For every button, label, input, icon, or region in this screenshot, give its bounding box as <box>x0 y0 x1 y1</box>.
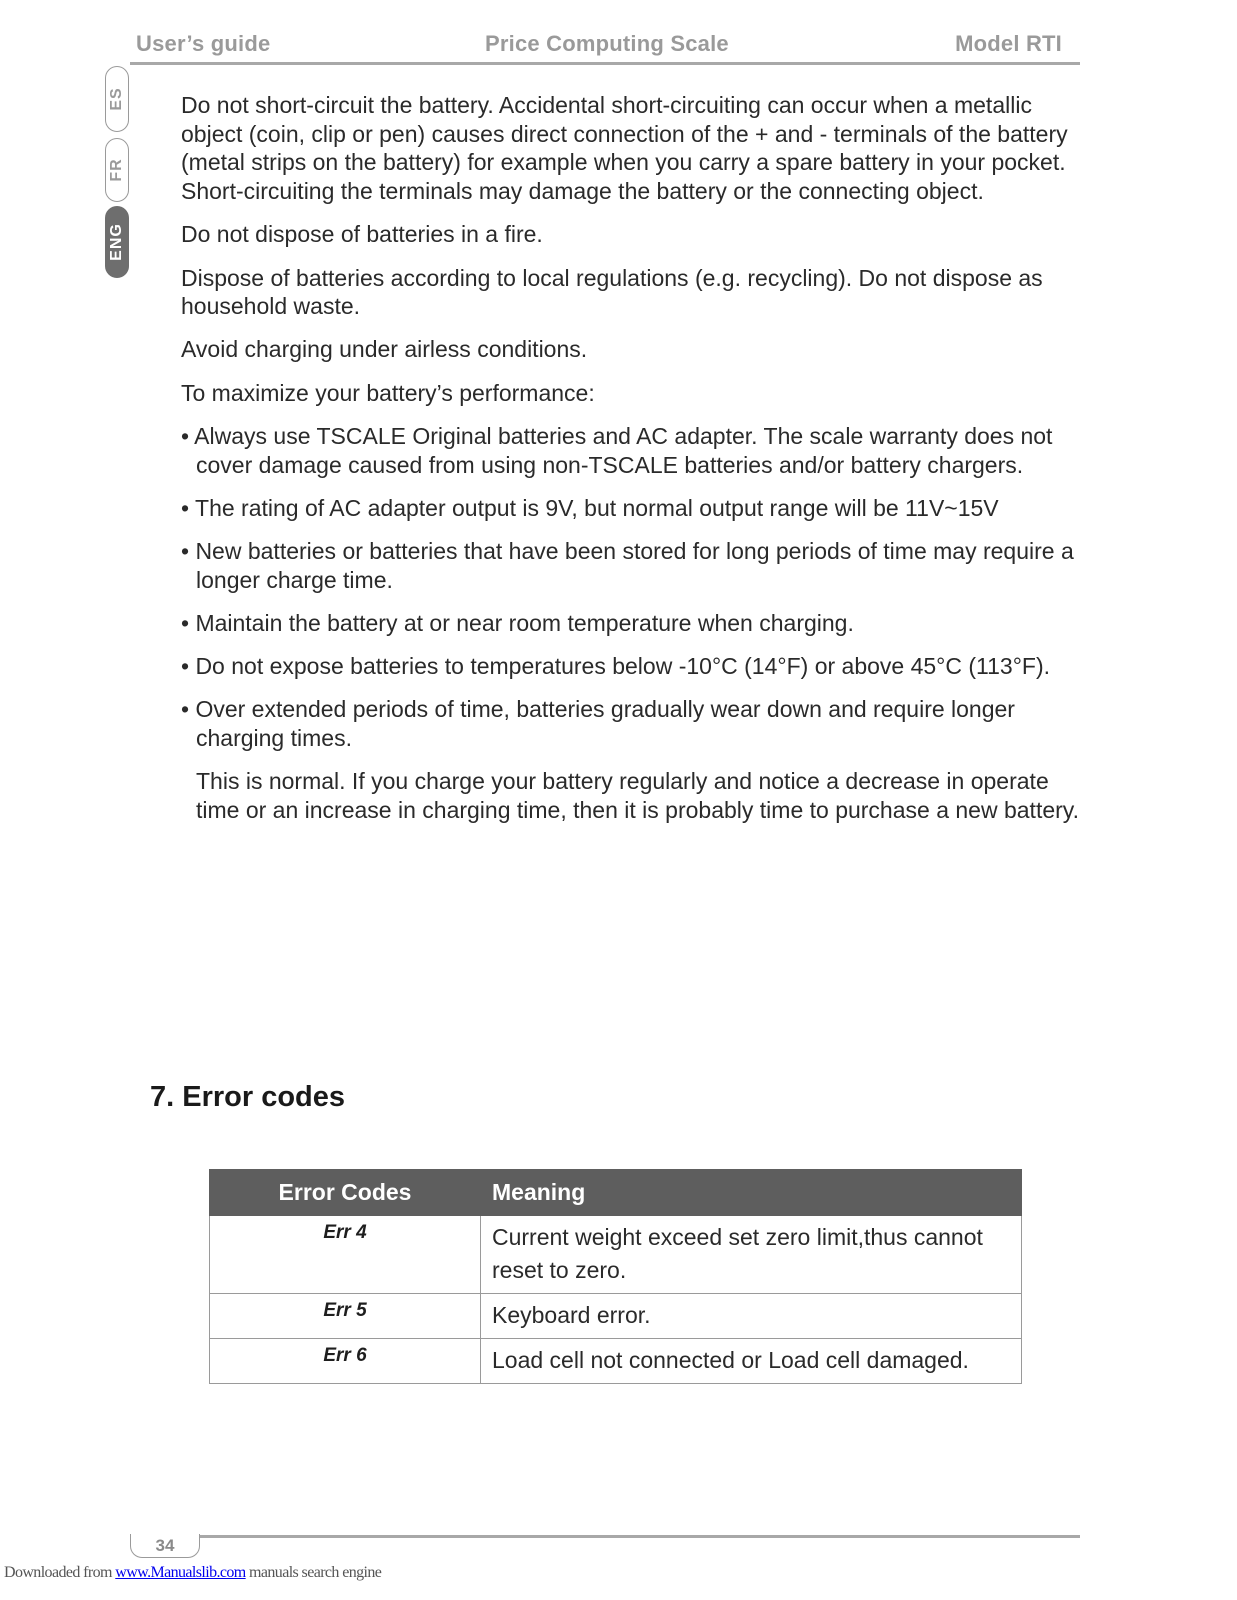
error-code-cell: Err 5 <box>210 1294 481 1339</box>
page-header <box>130 28 1080 65</box>
bullet-room-temperature: • Maintain the battery at or near room temperature when charging. <box>181 609 854 636</box>
error-code-cell: Err 6 <box>210 1339 481 1384</box>
table-header-row <box>210 1170 1022 1216</box>
battery-safety-content <box>181 91 1081 839</box>
download-suffix: manuals search engine <box>245 1564 382 1581</box>
column-header-code: Error Codes <box>210 1170 481 1216</box>
language-tab-fr-label: FR <box>108 158 125 182</box>
footer-divider <box>200 1535 1080 1538</box>
column-header-meaning: Meaning <box>481 1170 1022 1216</box>
bullet-adapter-rating: • The rating of AC adapter output is 9V, but normal output range will be 11V~15V <box>181 494 999 521</box>
paragraph-short-circuit: Do not short-circuit the battery. Accidental short-circuiting can occur when a metallic object (coin, clip or pen) causes direct connection of the + and - terminals of the battery (metal strips on the battery) for example when you carry a spare battery in your pocket. Short-circuiting the terminals may damage the battery or the connecting object. <box>181 92 1068 205</box>
page-number: 34 <box>130 1534 200 1558</box>
bullet-wear-down: • Over extended periods of time, batteries gradually wear down and require longer charging times. <box>181 696 1015 751</box>
paragraph-airless: Avoid charging under airless conditions. <box>181 336 588 363</box>
language-tab-eng-label: ENG <box>108 223 125 261</box>
download-notice <box>4 1564 381 1582</box>
language-tab-es[interactable] <box>105 66 129 132</box>
header-model-label: Model RTI <box>955 31 1062 56</box>
error-code-cell: Err 4 <box>210 1216 481 1294</box>
error-meaning-cell: Keyboard error. <box>481 1294 1022 1339</box>
bullet-new-batteries: • New batteries or batteries that have been stored for long periods of time may require a longer charge time. <box>181 537 1074 593</box>
table-row <box>210 1339 1022 1384</box>
error-codes-table <box>209 1169 1022 1384</box>
section-title-error-codes: 7. Error codes <box>150 1081 346 1113</box>
language-tab-es-label: ES <box>108 87 125 111</box>
header-product-title: Price Computing Scale <box>485 31 729 56</box>
paragraph-fire: Do not dispose of batteries in a fire. <box>181 221 543 248</box>
error-meaning-cell: Current weight exceed set zero limit,thus cannot reset to zero. <box>481 1216 1022 1294</box>
table-row <box>210 1294 1022 1339</box>
bullet-temperature-limits: • Do not expose batteries to temperatures below -10°C (14°F) or above 45°C (113°F). <box>181 653 1050 680</box>
paragraph-performance-intro: To maximize your battery’s performance: <box>181 379 595 406</box>
paragraph-normal-wear: This is normal. If you charge your battery regularly and notice a decrease in operate time or an increase in charging time, then it is probably time to purchase a new battery. <box>196 768 1079 823</box>
bullet-original-batteries: • Always use TSCALE Original batteries and AC adapter. The scale warranty does not cover damage caused from using non-TSCALE batteries and/or battery chargers. <box>181 422 1053 478</box>
download-prefix: Downloaded from <box>4 1564 116 1581</box>
header-guide-label: User’s guide <box>136 31 271 56</box>
language-tab-eng[interactable] <box>105 206 129 278</box>
error-meaning-cell: Load cell not connected or Load cell damaged. <box>481 1339 1022 1384</box>
paragraph-dispose: Dispose of batteries according to local regulations (e.g. recycling). Do not dispose as household waste. <box>181 264 1043 320</box>
table-row <box>210 1216 1022 1294</box>
manualslib-link[interactable]: www.Manualslib.com <box>115 1564 246 1581</box>
language-tab-fr[interactable] <box>105 138 129 202</box>
